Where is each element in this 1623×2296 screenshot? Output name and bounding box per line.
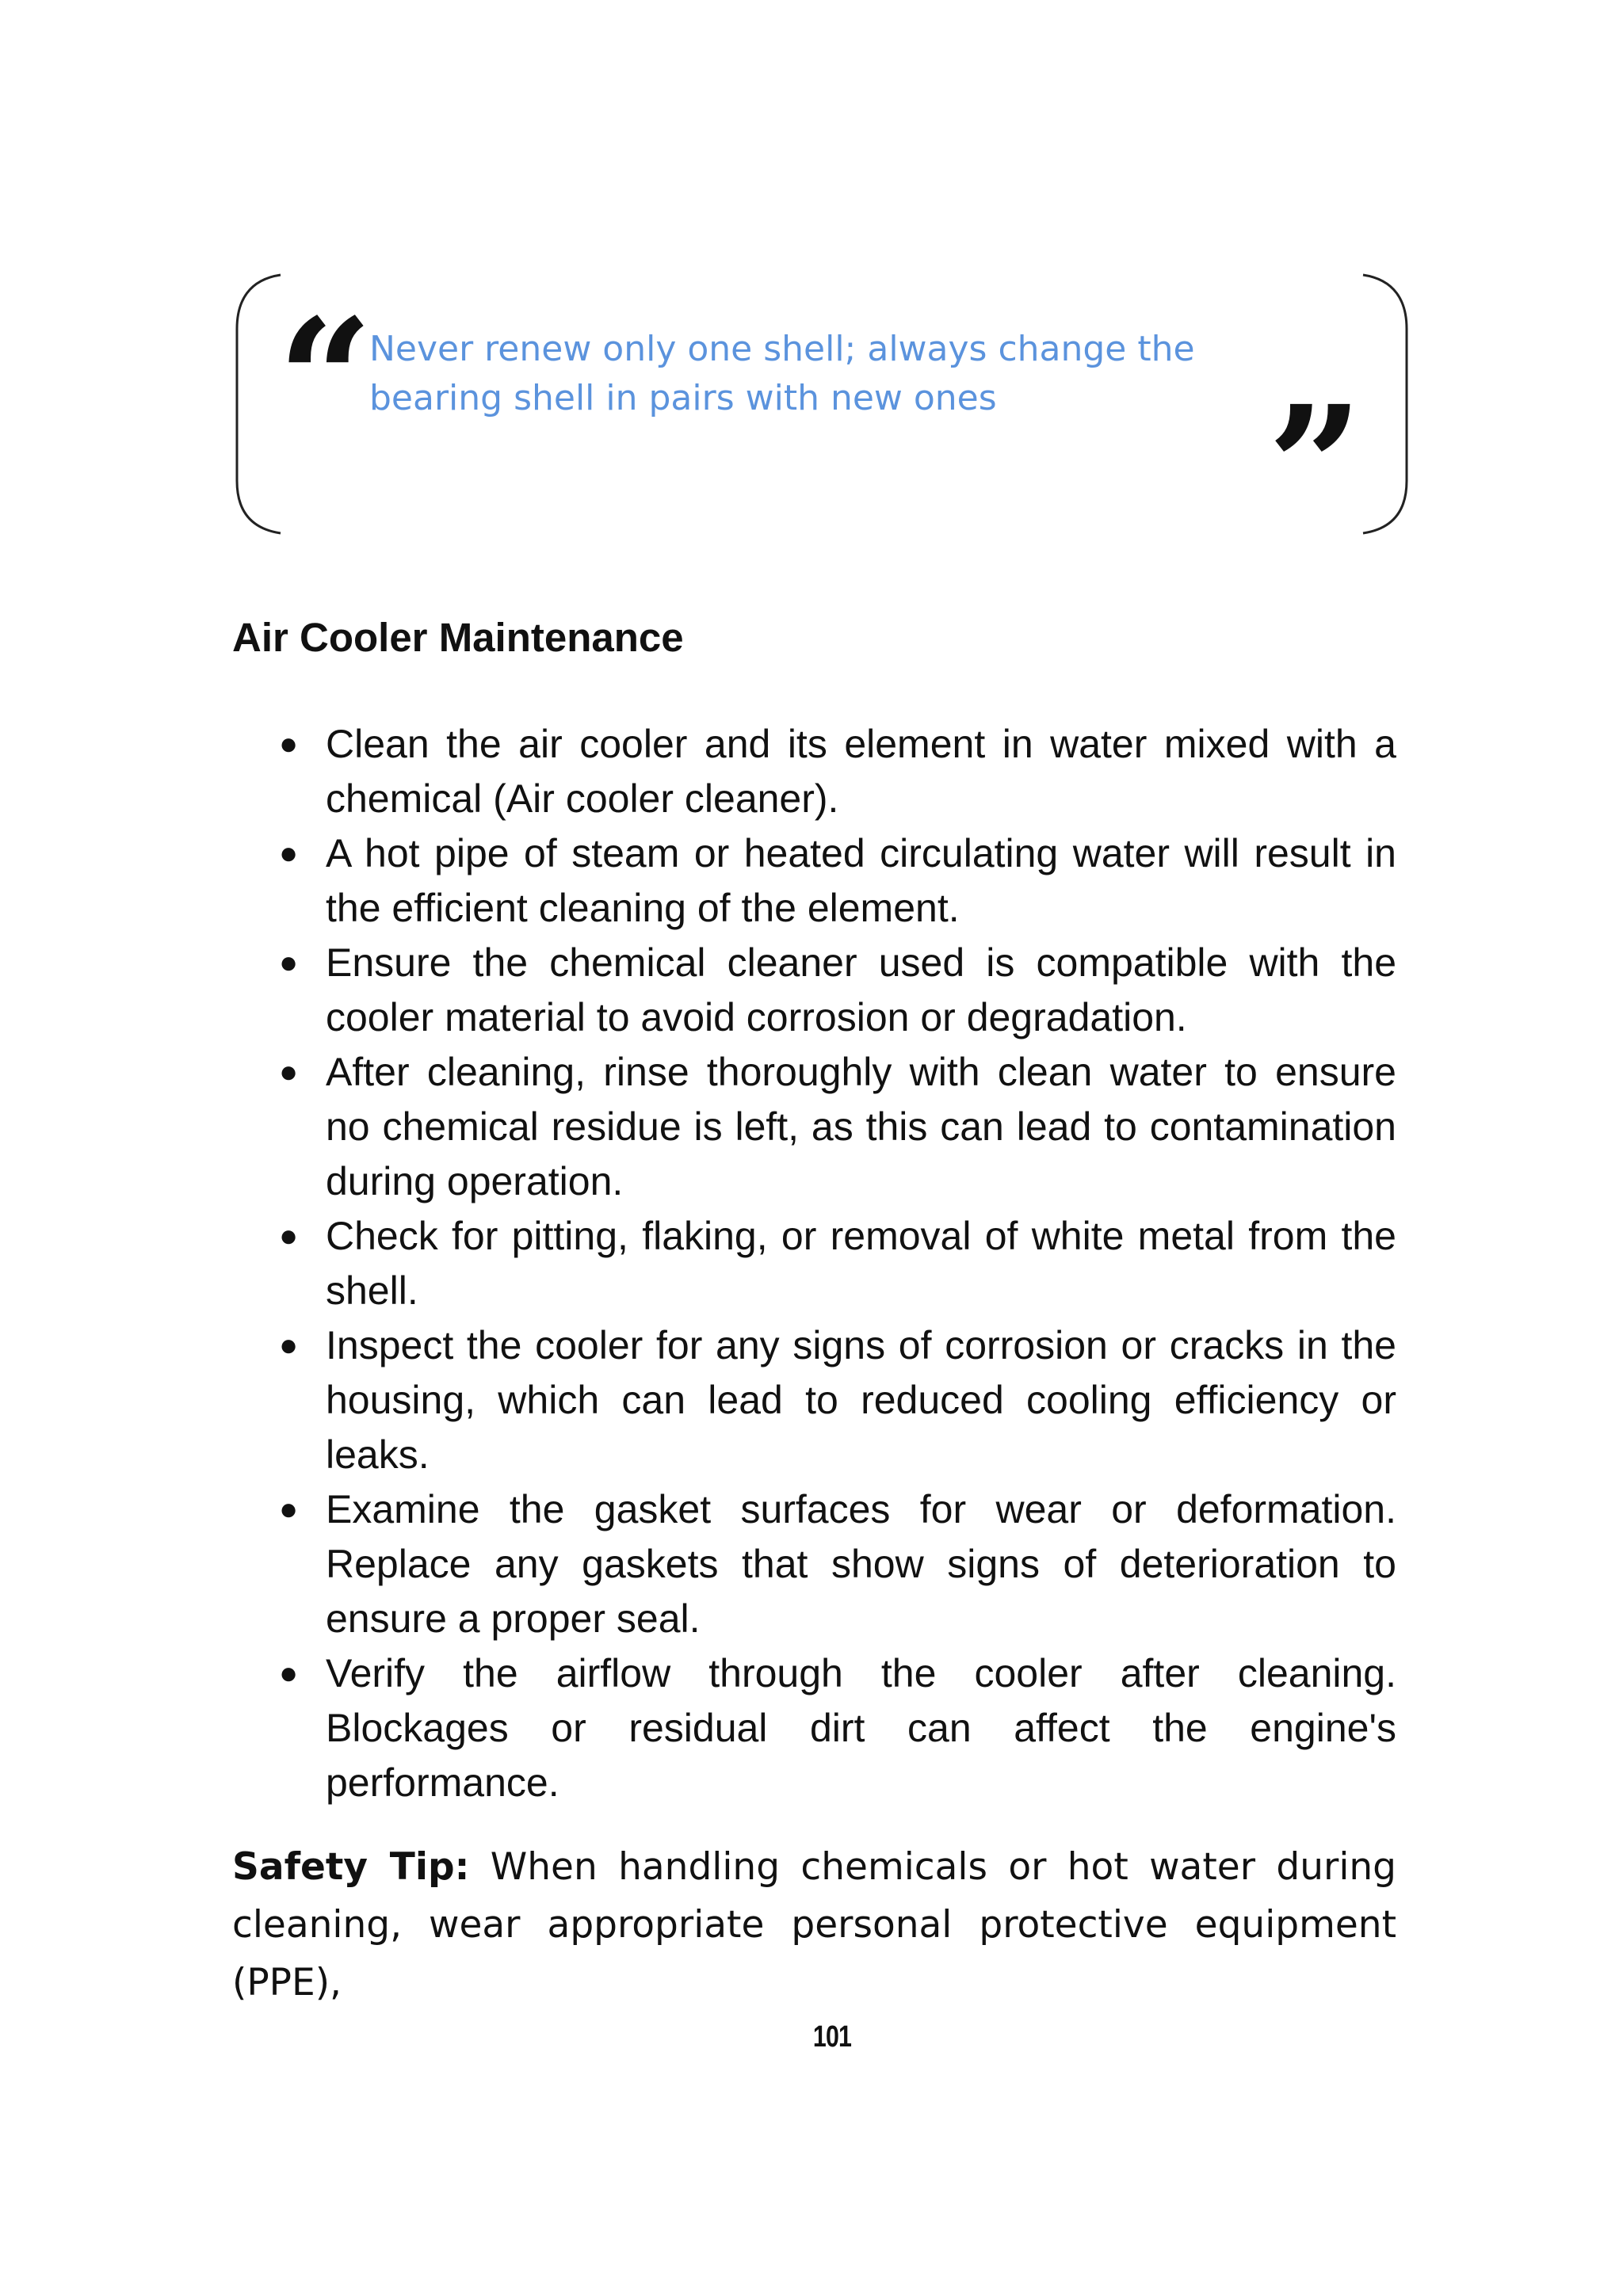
open-quote-icon: “ [277,282,373,478]
close-quote-icon: ” [1267,369,1363,565]
list-item-text: After cleaning, rinse thoroughly with clean water to ensure no chemical residue is left, as this can lead to contamination during operation. [326,1050,1396,1203]
list-item-text: Verify the airflow through the cooler after cleaning. Blockages or residual dirt can affect the engine's performance. [326,1651,1396,1805]
bullet-icon: ● [279,836,299,871]
list-item-text: Ensure the chemical cleaner used is compatible with the cooler material to avoid corrosion or degradation. [326,940,1396,1039]
maintenance-bullet-list [279,717,1396,1810]
section-heading: Air Cooler Maintenance [232,615,684,660]
list-item-text: Inspect the cooler for any signs of corrosion or cracks in the housing, which can lead to reduced cooling efficiency or leaks. [326,1323,1396,1477]
list-item [279,1646,1396,1810]
safety-tip-text: When handling chemicals or hot water during cleaning, wear appropriate personal protective equipment (PPE), [232,1845,1396,2004]
bullet-icon: ● [279,1656,299,1691]
list-item-text: Examine the gasket surfaces for wear or deformation. Replace any gaskets that show signs of deterioration to ensure a proper seal. [326,1487,1396,1641]
bullet-icon: ● [279,727,299,761]
list-item [279,936,1396,1045]
quote-text: Never renew only one shell; always change the bearing shell in pairs with new ones [369,329,1195,418]
list-item [279,1318,1396,1482]
list-item [279,717,1396,826]
quote-callout [235,273,1409,565]
list-item [279,1209,1396,1318]
bullet-icon: ● [279,1492,299,1527]
bullet-icon: ● [279,945,299,980]
bullet-icon: ● [279,1219,299,1253]
list-item-text: A hot pipe of steam or heated circulating water will result in the efficient cleaning of the element. [326,831,1396,930]
list-item [279,1482,1396,1646]
list-item [279,1045,1396,1209]
list-item-text: Check for pitting, flaking, or removal of white metal from the shell. [326,1214,1396,1313]
page-number: 101 [812,2020,852,2054]
safety-tip-label: Safety Tip: [232,1845,470,1889]
safety-tip [232,1838,1396,2012]
bullet-icon: ● [279,1328,299,1363]
list-item-text: Clean the air cooler and its element in water mixed with a chemical (Air cooler cleaner). [326,722,1396,821]
bullet-icon: ● [279,1055,299,1089]
list-item [279,826,1396,936]
